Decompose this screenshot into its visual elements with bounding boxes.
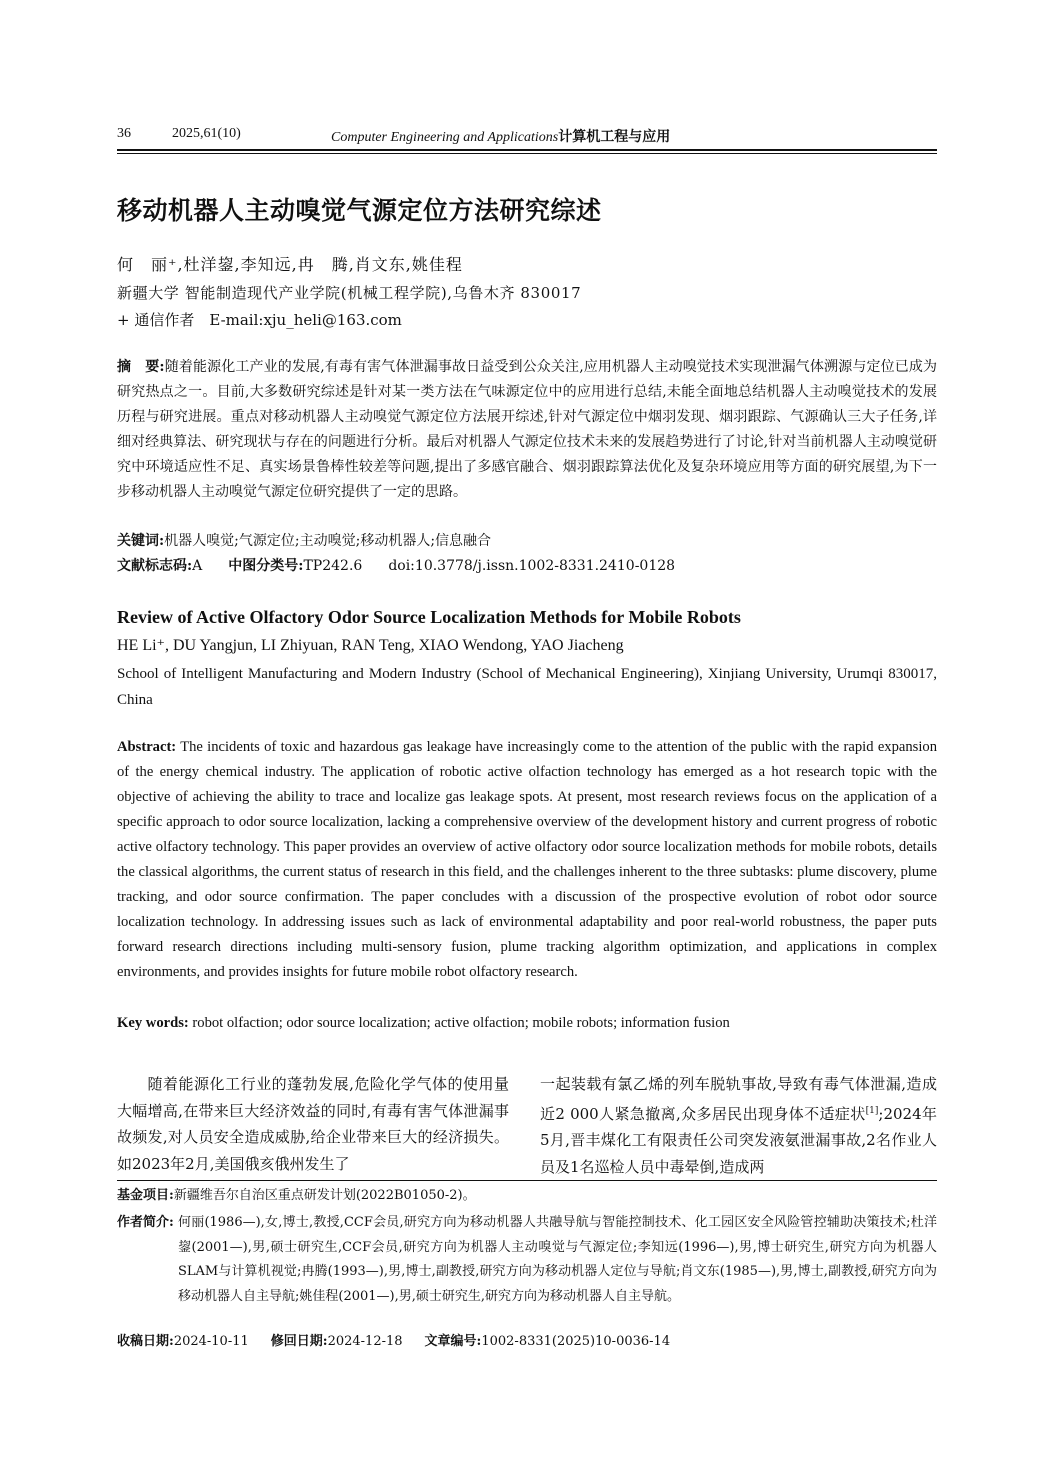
en-abstract	[117, 735, 937, 985]
cn-abstract	[117, 355, 937, 505]
article-no: 1002-8331(2025)10-0036-14	[481, 1334, 671, 1349]
footnote-rule	[117, 1180, 937, 1181]
clc-label: 中图分类号:	[228, 558, 304, 574]
clc-code: TP242.6	[303, 558, 363, 574]
body-column-left	[117, 1071, 509, 1177]
cn-affiliation: 新疆大学 智能制造现代产业学院(机械工程学院),乌鲁木齐 830017	[117, 284, 582, 302]
revised-date: 2024-12-18	[327, 1334, 403, 1349]
body-right-text-b: ;2024年5月,晋丰煤化工有限责任公司突发液氨泄漏事故,2名作业人员及1名巡检人员中毒晕倒,造成两	[540, 1104, 937, 1176]
cn-doc-info	[117, 555, 675, 577]
cn-email: + 通信作者 E-mail:xju_heli@163.com	[117, 311, 402, 329]
en-title: Review of Active Olfactory Odor Source Localization Methods for Mobile Robots	[117, 607, 741, 627]
citation-ref: [1]	[865, 1105, 879, 1116]
cn-title: 移动机器人主动嗅觉气源定位方法研究综述	[117, 196, 602, 225]
body-column-right	[540, 1071, 937, 1180]
fund-note	[117, 1185, 476, 1207]
body-left-text: 随着能源化工行业的蓬勃发展,危险化学气体的使用量大幅增高,在带来巨大经济效益的同时,有毒有害气体泄漏事故频发,对人员安全造成威胁,给企业带来巨大的经济损失。如2023年2月,美国俄亥俄州发生了	[117, 1075, 509, 1173]
header-rule-thin	[117, 153, 937, 154]
en-keywords	[117, 1011, 937, 1036]
doc-code: A	[192, 558, 203, 574]
en-authors: HE Li⁺, DU Yangjun, LI Zhiyuan, RAN Teng, XIAO Wendong, YAO Jiacheng	[117, 637, 624, 654]
article-no-label: 文章编号:	[424, 1334, 482, 1349]
fund-text: 新疆维吾尔自治区重点研发计划(2022B01050-2)。	[173, 1188, 476, 1203]
cn-keywords-text: 机器人嗅觉;气源定位;主动嗅觉;移动机器人;信息融合	[164, 533, 492, 549]
cn-keywords-label: 关键词:	[117, 533, 165, 549]
bio-text: 何丽(1986—),女,博士,教授,CCF会员,研究方向为移动机器人共融导航与智能控制技术、化工园区安全风险管控辅助决策技术;杜洋鋆(2001—),男,硕士研究生,CCF会员,研究方向为机器人主动嗅觉与气源定位;李知远(1996—),男,博士研究生,研究方向为机器人SLAM与计算机视觉;冉腾(1993—),男,博士,副教授,研究方向为移动机器人定位与导航;肖文东(1985—),男,博士,副教授,研究方向为移动机器人自主导航;姚佳程(2001—),男,硕士研究生,研究方向为移动机器人自主导航。	[178, 1215, 937, 1304]
body-right-text-a: 一起装载有氯乙烯的列车脱轨事故,导致有毒气体泄漏,造成近2 000人紧急撤离,众多居民出现身体不适症状	[540, 1075, 937, 1123]
en-keywords-label: Key words:	[117, 1015, 189, 1031]
doi-label: doi:	[388, 558, 415, 574]
received-label: 收稿日期:	[117, 1334, 174, 1349]
en-abstract-label: Abstract:	[117, 739, 177, 755]
doi-value: 10.3778/j.issn.1002-8331.2410-0128	[414, 558, 676, 574]
fund-label: 基金项目:	[117, 1188, 174, 1203]
en-abstract-text: The incidents of toxic and hazardous gas leakage have increasingly come to the attention of the public with the rapid expansion of the energy chemical industry. The application of robotic active olfaction technology has emerged as a hot research topic with the objective of achieving the ability to trace and localize gas leakage spots. At present, most research reviews focus on the application of a specific approach to odor source localization, lacking a comprehensive overview of the development history and current progress of robotic active olfactory technology. This paper provides an overview of active olfactory odor source localization methods for mobile robots, details the classical algorithms, the current status of research in this field, and the challenges inherent to the three subtasks: plume discovery, plume tracking, and odor source confirmation. The paper concludes with a discussion of the prospective evolution of robot odor source localization technology. In addressing issues such as lack of environmental adaptability and poor real-world robustness, the paper puts forward research directions including multi-sensory fusion, plume tracking algorithm optimization, and applications in complex environments, and provides insights for future mobile robot olfactory research.	[117, 739, 937, 980]
journal-name	[331, 126, 670, 146]
author-bio	[117, 1211, 937, 1309]
running-header	[117, 126, 937, 148]
bio-label: 作者简介:	[117, 1215, 174, 1230]
page-number: 36	[117, 126, 131, 141]
journal-name-en: Computer Engineering and Applications	[331, 130, 559, 145]
received-date: 2024-10-11	[173, 1334, 249, 1349]
journal-name-cn: 计算机工程与应用	[558, 129, 671, 145]
cn-abstract-label: 摘 要:	[117, 359, 165, 375]
en-affiliation: School of Intelligent Manufacturing and Modern Industry (School of Mechanical Engineering), Xinjiang University, Urumqi 830017, China	[117, 666, 937, 708]
cn-authors: 何 丽⁺,杜洋鋆,李知远,冉 腾,肖文东,姚佳程	[117, 255, 463, 274]
doc-code-label: 文献标志码:	[117, 558, 193, 574]
header-rule-thick	[117, 149, 937, 151]
issue-info: 2025,61(10)	[172, 126, 241, 141]
cn-abstract-text: 随着能源化工产业的发展,有毒有害气体泄漏事故日益受到公众关注,应用机器人主动嗅觉技术实现泄漏气体溯源与定位已成为研究热点之一。目前,大多数研究综述是针对某一类方法在气味源定位中的应用进行总结,未能全面地总结机器人主动嗅觉技术的发展历程与研究进展。重点对移动机器人主动嗅觉气源定位方法展开综述,针对气源定位中烟羽发现、烟羽跟踪、气源确认三大子任务,详细对经典算法、研究现状与存在的问题进行分析。最后对机器人气源定位技术未来的发展趋势进行了讨论,针对当前机器人主动嗅觉研究中环境适应性不足、真实场景鲁棒性较差等问题,提出了多感官融合、烟羽跟踪算法优化及复杂环境应用等方面的研究展望,为下一步移动机器人主动嗅觉气源定位研究提供了一定的思路。	[117, 359, 937, 500]
cn-keywords	[117, 530, 491, 552]
en-keywords-text: robot olfaction; odor source localization; active olfaction; mobile robots; information fusion	[192, 1015, 730, 1031]
revised-label: 修回日期:	[270, 1334, 328, 1349]
article-dates	[117, 1331, 670, 1353]
